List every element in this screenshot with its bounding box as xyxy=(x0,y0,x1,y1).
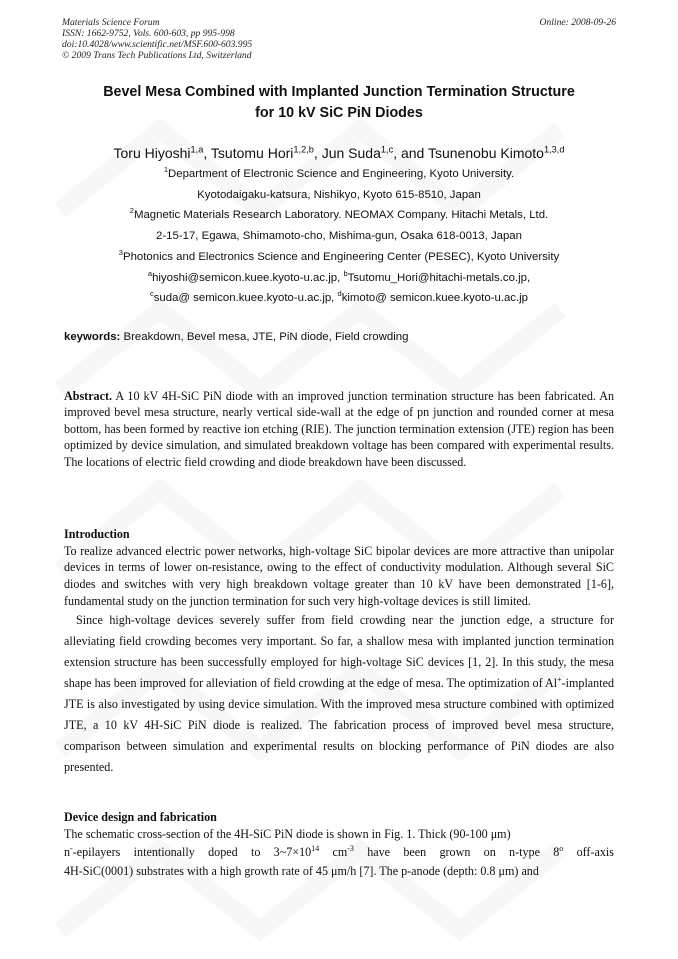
author-list xyxy=(20,144,658,162)
intro-paragraph-2 xyxy=(64,610,614,779)
email-line-2 xyxy=(20,288,658,309)
introduction-section xyxy=(64,526,614,778)
dl2-sup: - xyxy=(70,844,73,854)
author-sup: 1,2,b xyxy=(293,144,314,155)
author-name: Toru Hiyoshi xyxy=(113,145,191,161)
affiliation-1 xyxy=(20,164,658,185)
affiliations xyxy=(20,164,658,309)
abstract-text: A 10 kV 4H-SiC PiN diode with an improved junction termination structure has been fabricated. An improved bevel mesa structure, nearly vertical side-wall at the edge of pn junction and rounded corner at mesa bottom, has been formed by reactive ion etching (RIE). The junction termination extension (JTE) region has been optimized by device simulation, and simulated breakdown voltage has been compared with experimental results. The locations of electric field crowding and diode breakdown have been discussed. xyxy=(64,389,614,469)
keywords xyxy=(64,329,624,345)
design-section xyxy=(64,809,614,880)
dl2-sup: o xyxy=(559,844,564,854)
email-d: kimoto@ semicon.kuee.kyoto-u.ac.jp xyxy=(341,292,529,305)
design-line-2 xyxy=(64,842,614,863)
author-name: Tsutomu Hori xyxy=(210,145,294,161)
author-sup: 1,3,d xyxy=(543,144,565,155)
affiliation-1-address: Kyotodaigaku-katsura, Nishikyo, Kyoto 615-8510, Japan xyxy=(197,188,481,201)
email-sup: d xyxy=(337,289,342,299)
author-separator: , xyxy=(203,145,211,161)
dl2-b: -epilayers intentionally doped to 3~7×10 xyxy=(72,845,312,860)
dl2-a: n xyxy=(64,845,71,860)
abstract xyxy=(64,388,614,470)
author-separator: , and xyxy=(393,145,428,161)
dl2-sup: 14 xyxy=(311,844,320,854)
design-heading: Device design and fabrication xyxy=(64,810,217,824)
email-sup: a xyxy=(147,268,153,278)
copyright-line: © 2009 Trans Tech Publications Ltd, Switzerland xyxy=(62,50,252,61)
dl2-d: have been grown on n-type 8 xyxy=(353,845,560,860)
issn-line: ISSN: 1662-9752, Vols. 600-603, pp 995-998 xyxy=(62,28,235,39)
dl2-e: off-axis xyxy=(563,845,614,860)
email-a: hiyoshi@semicon.kuee.kyoto-u.ac.jp, xyxy=(152,271,344,284)
design-line-3: 4H-SiC(0001) substrates with a high growth rate of 45 μm/h [7]. The p-anode (depth: 0.8 μm) and xyxy=(64,864,539,879)
design-line-1: The schematic cross-section of the 4H-SiC PiN diode is shown in Fig. 1. Thick (90-100 μm) xyxy=(64,826,511,841)
dl2-c: cm xyxy=(319,845,348,860)
affil-text: Photonics and Electronics Science and Engineering Center (PESEC), Kyoto University xyxy=(122,250,560,263)
dl2-sup: -3 xyxy=(347,844,354,854)
affil-text: Magnetic Materials Research Laboratory. NEOMAX Company. Hitachi Metals, Ltd. xyxy=(133,209,549,222)
introduction-heading: Introduction xyxy=(64,527,130,541)
keywords-text: Breakdown, Bevel mesa, JTE, PiN diode, Field crowding xyxy=(120,331,409,343)
author-separator: , xyxy=(313,145,322,161)
author-sup: 1,a xyxy=(190,144,204,155)
title-line-1: Bevel Mesa Combined with Implanted Junction Termination Structure xyxy=(103,84,575,100)
affiliation-2-address: 2-15-17, Egawa, Shimamoto-cho, Mishima-gun, Osaka 618-0013, Japan xyxy=(156,230,522,243)
p2-text-b: -implanted JTE is also investigated by using device simulation. With the improved mesa structure combined with optimized JTE, a 10 kV 4H-SiC PiN diode is realized. The fabrication process of improved bevel mesa structure, comparison between simulation and experimental results on blocking performance of PiN diodes are also presented. xyxy=(64,675,614,775)
journal-name: Materials Science Forum xyxy=(62,17,160,28)
title-line-2: for 10 kV SiC PiN Diodes xyxy=(255,105,423,121)
abstract-label: Abstract. xyxy=(64,389,113,403)
affil-sup: 1 xyxy=(163,165,169,175)
author-name: Tsunenobu Kimoto xyxy=(427,145,544,161)
p2-sup: + xyxy=(557,674,562,684)
affiliation-2 xyxy=(20,205,658,226)
author-sup: 1,c xyxy=(380,144,394,155)
keywords-label: keywords: xyxy=(64,331,121,343)
p2-text-a: Since high-voltage devices severely suffer from field crowding near the junction edge, a structure for alleviating field crowding becomes very important. So far, a shallow mesa with implanted junction termination extension structure has been successfully employed for high-voltage SiC devices [1, 2]. In this study, the mesa shape has been improved for alleviation of field crowding at the edge of mesa. The optimization of Al xyxy=(64,612,614,690)
doi-line: doi:10.4028/www.scientific.net/MSF.600-603.995 xyxy=(62,39,253,50)
email-sup: c xyxy=(149,289,154,299)
author-name: Jun Suda xyxy=(321,145,381,161)
online-date: Online: 2008-09-26 xyxy=(539,17,616,28)
intro-paragraph-1: To realize advanced electric power networks, high-voltage SiC bipolar devices are more attractive than unipolar devices in terms of lower on-resistance, owing to the effect of conductivity modulation. Although several SiC diodes and switches with very high breakdown voltage greater than 10 kV have been demonstrated [1-6], fundamental study on the junction termination for such very high-voltage devices is still limited. xyxy=(64,543,614,608)
email-sup: b xyxy=(343,268,348,278)
email-c: suda@ semicon.kuee.kyoto-u.ac.jp, xyxy=(153,292,338,305)
email-b: Tsutomu_Hori@hitachi-metals.co.jp, xyxy=(347,271,531,284)
affiliation-3 xyxy=(20,247,658,268)
journal-header xyxy=(62,17,252,61)
paper-title xyxy=(40,82,638,124)
affil-sup: 3 xyxy=(118,248,123,258)
email-line-1 xyxy=(20,268,658,289)
affil-text: Department of Electronic Science and Engineering, Kyoto University. xyxy=(168,168,515,180)
affil-sup: 2 xyxy=(129,206,134,216)
